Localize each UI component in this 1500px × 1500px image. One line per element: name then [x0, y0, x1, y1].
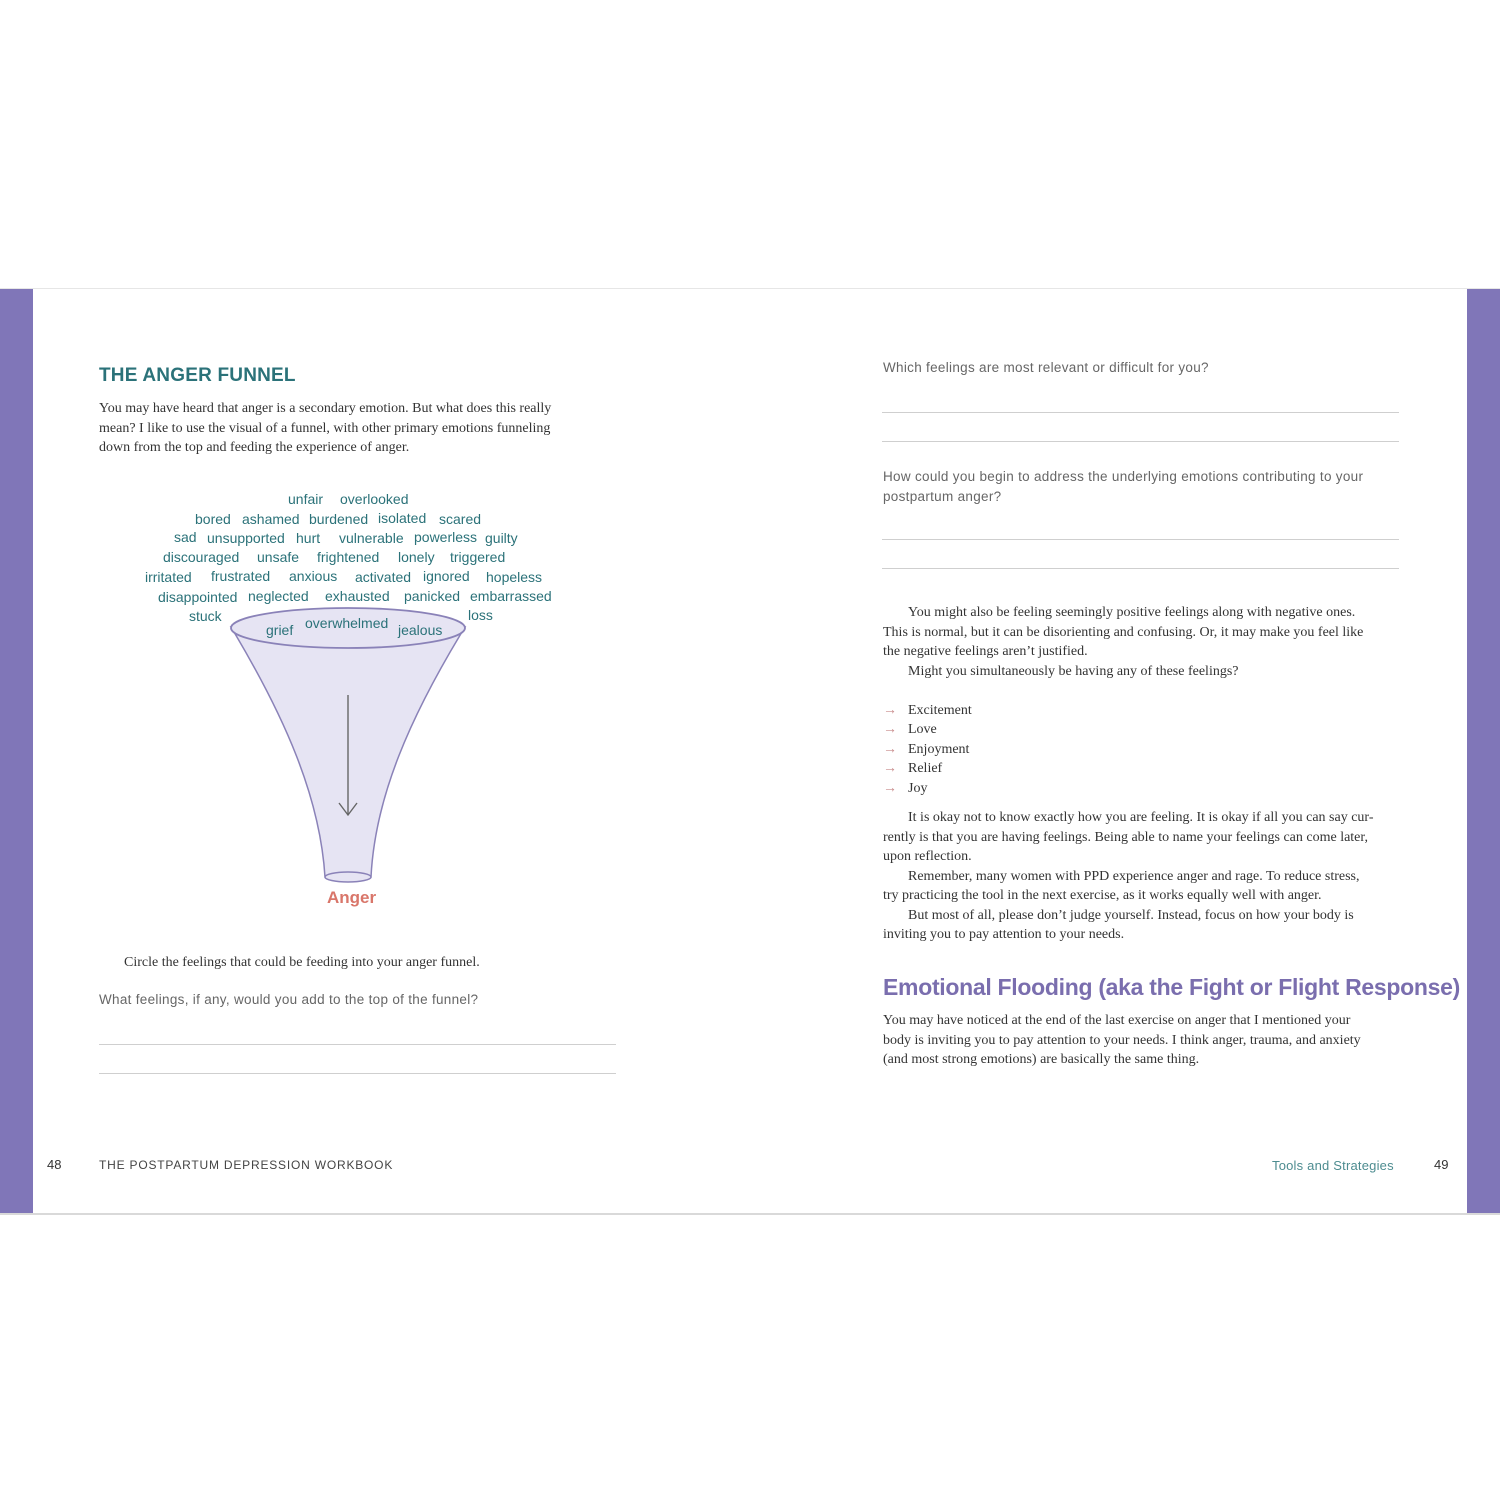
feeling-word: embarrassed — [470, 588, 552, 604]
intro-line: mean? I like to use the visual of a funnel, with other primary emotions funneling — [99, 420, 551, 436]
address-emotions-prompt — [883, 467, 1403, 506]
positive-feelings-list — [883, 701, 1398, 799]
arrow-right-icon: → — [883, 761, 897, 776]
feeling-word: loss — [468, 607, 493, 623]
feeling-word: hurt — [296, 530, 321, 546]
left-page-edge — [0, 289, 33, 1213]
funnel-spout — [325, 872, 371, 882]
list-item: → Enjoyment — [883, 740, 1398, 760]
answer-line[interactable] — [882, 539, 1399, 540]
text-line: inviting you to pay attention to your needs. — [883, 927, 1125, 942]
feeling-word: scared — [439, 511, 482, 527]
relevant-feelings-prompt: Which feelings are most relevant or difficult for you? — [883, 360, 1209, 375]
answer-line[interactable] — [882, 412, 1399, 413]
text-line: This is normal, but it can be disorienting and confusing. Or, it may make you feel like — [883, 624, 1364, 640]
book-spread — [0, 288, 1500, 1215]
section-title-footer: Tools and Strategies — [1272, 1158, 1394, 1173]
anger-label: Anger — [327, 888, 377, 907]
feeling-word: sad — [174, 529, 197, 545]
prompt-line: postpartum anger? — [883, 488, 1002, 504]
paragraph — [883, 808, 1398, 867]
arrow-right-icon: → — [883, 741, 897, 757]
text-line: Remember, many women with PPD experience anger and rage. To reduce stress, — [908, 868, 1360, 884]
answer-line[interactable] — [99, 1073, 616, 1074]
emotional-flooding-heading: Emotional Flooding (aka the Fight or Flight Response) — [883, 974, 1460, 1000]
feeling-word: panicked — [404, 588, 461, 604]
text-line: It is okay not to know exactly how you are feeling. It is okay if all you can say cur- — [908, 810, 1374, 825]
funnel-diagram — [225, 607, 475, 887]
anger-funnel-heading: THE ANGER FUNNEL — [99, 365, 296, 386]
right-page-edge — [1467, 289, 1500, 1213]
feeling-word: burdened — [309, 511, 369, 527]
intro-line: down from the top and feeding the experience of anger. — [99, 440, 410, 455]
right-body-text — [883, 603, 1398, 945]
feeling-word: activated — [355, 569, 412, 585]
feeling-word: unsafe — [257, 549, 300, 565]
intro-line: You may have heard that anger is a secondary emotion. But what does this really — [99, 401, 552, 416]
book-title-footer: THE POSTPARTUM DEPRESSION WORKBOOK — [99, 1158, 394, 1172]
feeling-word: frightened — [317, 549, 380, 565]
feeling-word: powerless — [414, 529, 478, 545]
feeling-word: triggered — [450, 549, 506, 565]
text-line: You may have noticed at the end of the last exercise on anger that I mentioned your — [883, 1013, 1351, 1028]
feeling-word: hopeless — [486, 569, 543, 585]
list-item: → Excitement — [883, 701, 1398, 721]
text-line: But most of all, please don’t judge yourself. Instead, focus on how your body is — [908, 907, 1354, 923]
arrow-right-icon: → — [883, 722, 897, 737]
feeling-word: jealous — [398, 622, 443, 638]
list-item: → Joy — [883, 779, 1398, 799]
feeling-word: unsupported — [207, 530, 285, 546]
page-number-right: 49 — [1434, 1157, 1449, 1172]
paragraph — [883, 906, 1398, 945]
list-item: → Love — [883, 720, 1398, 740]
feeling-word: anxious — [289, 568, 338, 584]
feeling-word: isolated — [378, 510, 427, 526]
answer-line[interactable] — [99, 1044, 616, 1045]
text-line: rently is that you are having feelings. Being able to name your feelings can come later, — [883, 829, 1368, 845]
feeling-word: overwhelmed — [305, 615, 389, 631]
text-line: (and most strong emotions) are basically the same thing. — [883, 1052, 1200, 1067]
circle-instruction: Circle the feelings that could be feeding into your anger funnel. — [124, 955, 480, 970]
feeling-word: neglected — [248, 588, 309, 604]
feeling-word: overlooked — [340, 491, 409, 507]
feeling-word: irritated — [145, 569, 192, 585]
feeling-word: grief — [266, 622, 294, 638]
feeling-word: frustrated — [211, 568, 271, 584]
feeling-word: exhausted — [325, 588, 390, 604]
feeling-word: stuck — [189, 608, 222, 624]
text-line: upon reflection. — [883, 849, 972, 864]
paragraph: Might you simultaneously be having any of these feelings? — [908, 663, 1239, 679]
text-line: body is inviting you to pay attention to your needs. I think anger, trauma, and anxiety — [883, 1032, 1361, 1048]
arrow-right-icon: → — [883, 780, 897, 796]
feeling-word: disappointed — [158, 589, 238, 605]
paragraph — [883, 603, 1398, 662]
flooding-paragraph — [883, 1011, 1403, 1070]
text-line: the negative feelings aren’t justified. — [883, 644, 1088, 659]
prompt-line: How could you begin to address the underlying emotions contributing to your — [883, 469, 1364, 484]
feeling-word: guilty — [485, 530, 518, 546]
answer-line[interactable] — [882, 568, 1399, 569]
list-item: → Relief — [883, 759, 1398, 779]
text-line: try practicing the tool in the next exercise, as it works equally well with anger. — [883, 888, 1322, 903]
feeling-word: bored — [195, 511, 231, 527]
paragraph — [883, 867, 1398, 906]
intro-paragraph — [99, 399, 619, 458]
text-line: You might also be feeling seemingly positive feelings along with negative ones. — [908, 605, 1356, 620]
page-number-left: 48 — [47, 1157, 62, 1172]
add-feelings-prompt: What feelings, if any, would you add to the top of the funnel? — [99, 992, 479, 1007]
feeling-word: ashamed — [242, 511, 300, 527]
feeling-word: lonely — [398, 549, 435, 565]
feeling-word: ignored — [423, 568, 470, 584]
feeling-word: vulnerable — [339, 530, 404, 546]
arrow-right-icon: → — [883, 702, 897, 718]
feeling-word: discouraged — [163, 549, 240, 565]
answer-line[interactable] — [882, 441, 1399, 442]
feeling-word: unfair — [288, 491, 324, 507]
